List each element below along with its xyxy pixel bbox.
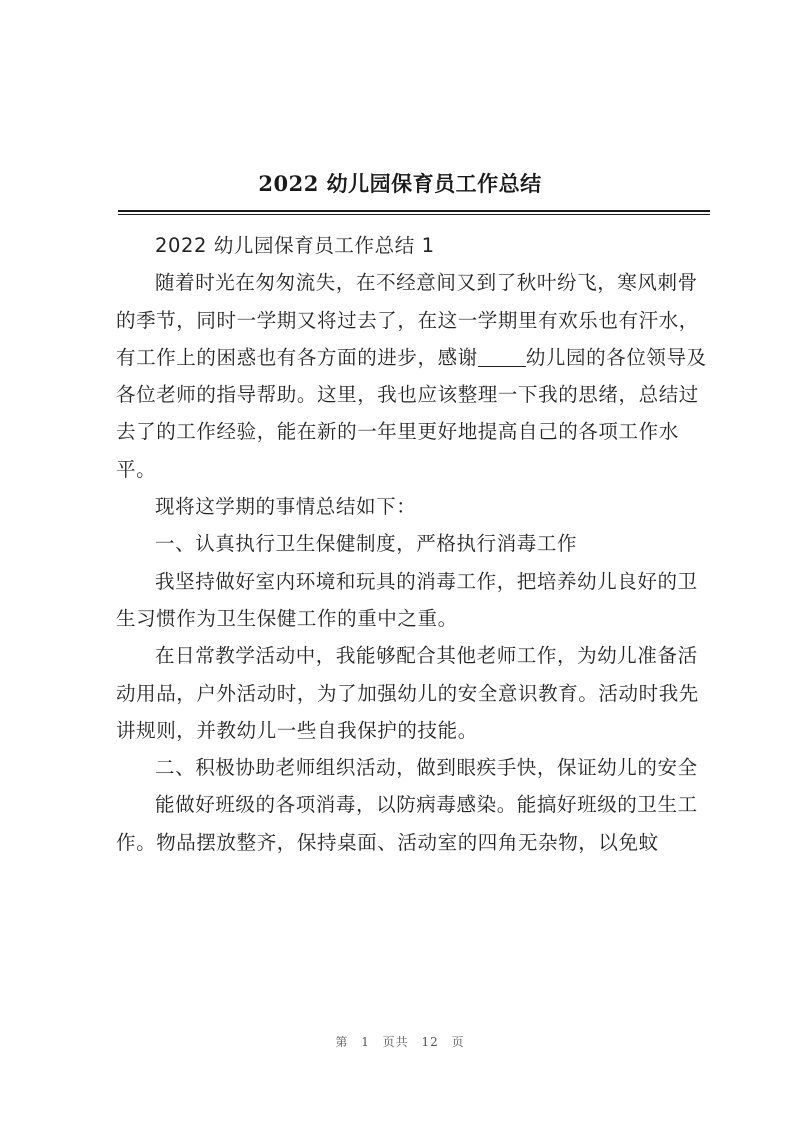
summary-lead-paragraph: 现将这学期的事情总结如下：	[155, 495, 417, 519]
title-divider-thick	[118, 210, 710, 212]
fill-in-blank	[478, 346, 526, 367]
page-number-footer: 第 1 页共 12 页	[335, 1035, 465, 1049]
document-title: 2022 幼儿园保育员工作总结	[258, 171, 542, 196]
disinfection-paragraph: 我坚持做好室内环境和玩具的消毒工作，把培养幼儿良好的卫生习惯作为卫生保健工作的重中之重。	[116, 569, 698, 630]
point-two-heading: 二、积极协助老师组织活动，做到眼疾手快，保证幼儿的安全	[155, 756, 698, 780]
intro-text-part-1: 随着时光在匆匆流失，在不经意间又到了秋叶纷飞，寒风刺骨的季节，同时一学期又将过去了，在这一学期里有欢乐也有汗水，有工作上的困惑也有各方面的进步，感谢	[116, 271, 699, 369]
class-hygiene-paragraph: 能做好班级的各项消毒，以防病毒感染。能搞好班级的卫生工作。物品摆放整齐，保持桌面、活动室的四角无杂物，以免蚊	[116, 793, 698, 854]
section-heading: 2022 幼儿园保育员工作总结 1	[155, 234, 435, 257]
point-one-heading: 一、认真执行卫生保健制度，严格执行消毒工作	[155, 532, 578, 556]
title-divider-thin	[118, 214, 710, 215]
daily-activities-paragraph: 在日常教学活动中，我能够配合其他老师工作，为幼儿准备活动用品，户外活动时，为了加强幼儿的安全意识教育。活动时我先讲规则，并教幼儿一些自我保护的技能。	[116, 644, 699, 742]
document-body	[116, 227, 712, 861]
intro-paragraph	[116, 264, 712, 488]
intro-text-part-2: 幼儿园的各位领导及各位老师的指导帮助。这里，我也应该整理一下我的思绪，总结过去了的工作经验，能在新的一年里更好地提高自己的各项工作水平。	[116, 345, 707, 481]
